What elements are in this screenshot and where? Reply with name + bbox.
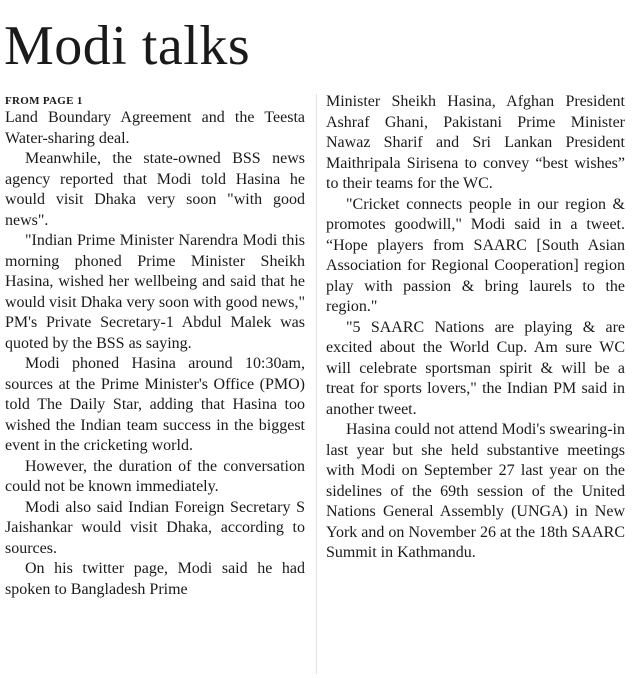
article-paragraph: Meanwhile, the state-owned BSS news agency reported that Modi told Hasina he would visit Dhaka very soon "with good news". [5, 150, 305, 229]
headline: Modi talks [4, 15, 251, 77]
article-paragraph: Hasina could not attend Modi's swearing-in last year but she held substantive meetings with Modi on September 27 last year on the sidelines of the 69th session of the United Nations General Assembly (UNGA) in New York and on November 26 at the 18th SAARC Summit in Kathmandu. [326, 421, 625, 561]
article-paragraph: Modi also said Indian Foreign Secretary S Jaishankar would visit Dhaka, according to sources. [5, 498, 305, 557]
article-paragraph: Land Boundary Agreement and the Teesta Water-sharing deal. [5, 109, 305, 147]
continuation-kicker: FROM PAGE 1 [5, 95, 83, 107]
left-column [5, 92, 305, 600]
article-paragraph: On his twitter page, Modi said he had spoken to Bangladesh Prime [5, 560, 305, 598]
article-paragraph: "Cricket connects people in our region & promotes goodwill," Modi said in a tweet. “Hope players from SAARC [South Asian Association for Regional Cooperation] region play with passion & bring laurels to the region." [326, 195, 625, 315]
column-divider [316, 94, 317, 674]
article-paragraph: However, the duration of the conversation could not be known immediately. [5, 457, 305, 495]
article-paragraph: Minister Sheikh Hasina, Afghan President Ashraf Ghani, Pakistani Prime Minister Nawaz Sharif and Sri Lankan President Maithripala Sirisena to convey “best wishes” to their teams for the WC. [326, 93, 625, 192]
right-column [326, 92, 625, 564]
article-paragraph: "5 SAARC Nations are playing & are excited about the World Cup. Am sure WC will celebrate sportsman spirit & will be a treat for sports lovers," the Indian PM said in another tweet. [326, 318, 625, 418]
article-paragraph: "Indian Prime Minister Narendra Modi this morning phoned Prime Minister Sheikh Hasina, wished her wellbeing and said that he would visit Dhaka very soon with good news," PM's Private Secretary-1 Abdul Malek was quoted by the BSS as saying. [5, 232, 305, 352]
article-paragraph: Modi phoned Hasina around 10:30am, sources at the Prime Minister's Office (PMO) told The Daily Star, adding that Hasina too wished the Indian team success in the biggest event in the cricketing world. [5, 355, 305, 454]
